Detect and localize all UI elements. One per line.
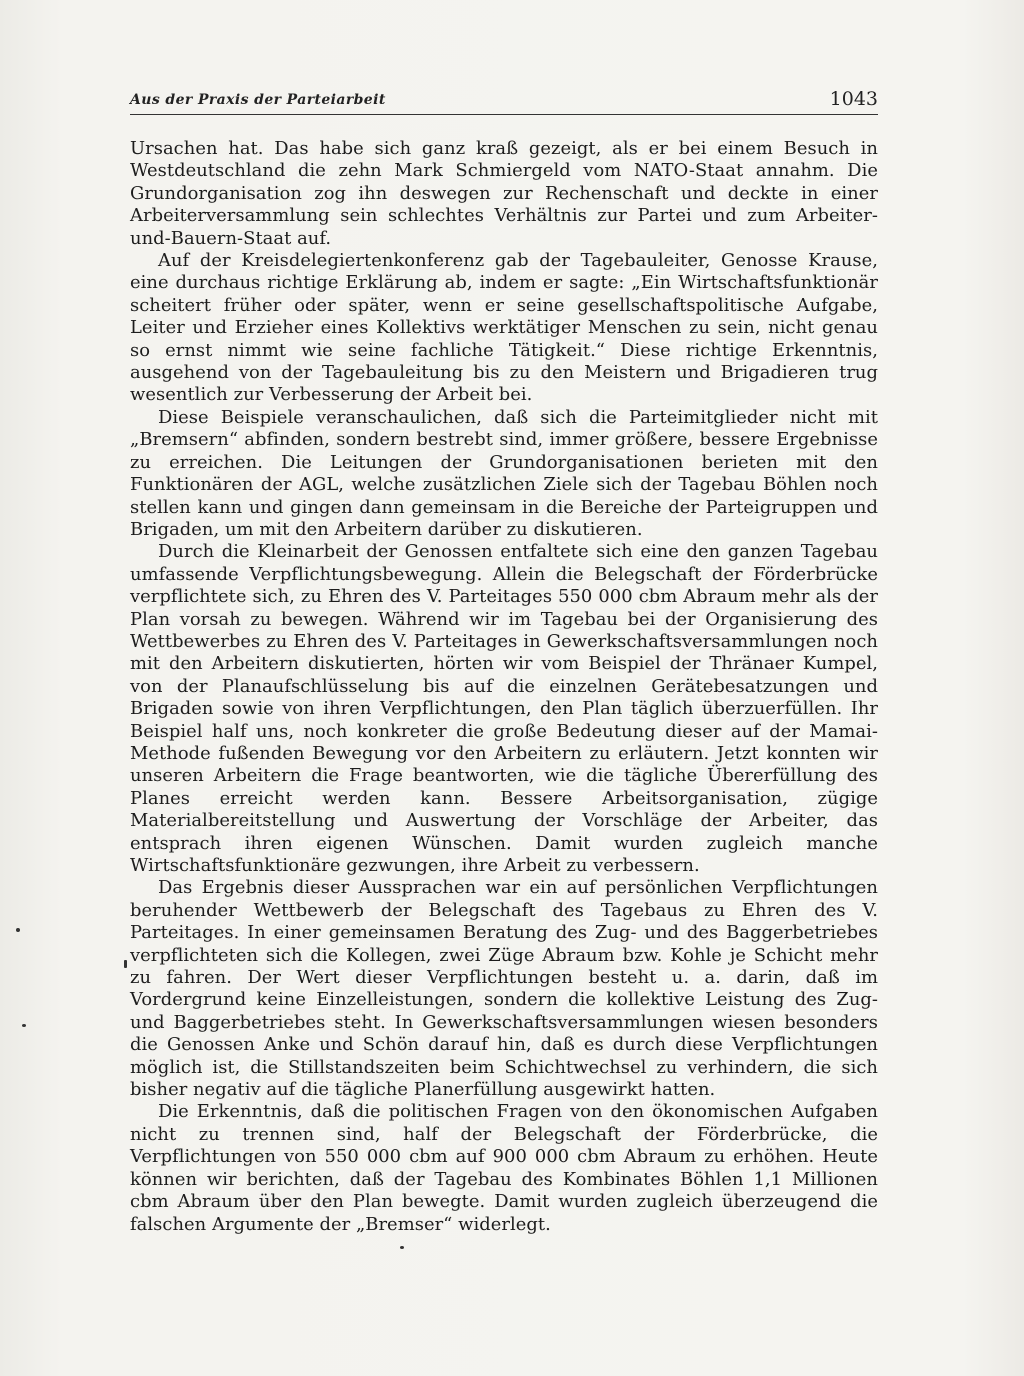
paragraph-2: Auf der Kreisdelegiertenkonferenz gab der Tagebauleiter, Genosse Krause, eine durchaus richtige Erklärung ab, indem er sagte: „Ein Wirtschaftsfunktionär scheitert früher oder später, wenn er seine gesellschaftspolitische Aufgabe, Leiter und Erzieher eines Kollektivs werktätiger Menschen zu sein, nicht genau so ernst nimmt wie seine fachliche Tätigkeit.“ Diese richtige Erkenntnis, ausgehend von der Tagebauleitung bis zu den Meistern und Brigadieren trug wesentlich zur Verbesserung der Arbeit bei.: [130, 250, 878, 406]
paragraph-1: Ursachen hat. Das habe sich ganz kraß gezeigt, als er bei einem Besuch in Westdeutschland die zehn Mark Schmiergeld vom NATO-Staat annahm. Die Grundorganisation zog ihn deswegen zur Rechenschaft und deckte in einer Arbeiterversammlung sein schlechtes Verhältnis zur Partei und zum Arbeiter-und-Bauern-Staat auf.: [130, 138, 878, 249]
paragraph-3: Diese Beispiele veranschaulichen, daß sich die Parteimitglieder nicht mit „Bremsern“ abfinden, sondern bestrebt sind, immer größere, bessere Ergebnisse zu erreichen. Die Leitungen der Grundorganisationen berieten mit den Funktionären der AGL, welche zusätzlichen Ziele sich der Tagebau Böhlen noch stellen kann und gingen dann gemeinsam in die Bereiche der Parteigruppen und Brigaden, um mit den Arbeitern darüber zu diskutieren.: [130, 406, 878, 540]
paragraph-6: Die Erkenntnis, daß die politischen Fragen von den ökonomischen Aufgaben nicht zu trennen sind, half der Belegschaft der Förderbrücke, die Verpflichtungen von 550 000 cbm auf 900 000 cbm Abraum zu erhöhen. Heute können wir berichten, daß der Tagebau des Kombinates Böhlen 1,1 Millionen cbm Abraum über den Plan bewegte. Damit wurden zugleich überzeugend die falschen Argumente der „Bremser“ widerlegt.: [130, 1101, 878, 1235]
header-rule: [130, 114, 878, 115]
scan-speck: [22, 1024, 26, 1027]
running-title: Aus der Praxis der Parteiarbeit: [130, 92, 386, 108]
page-number: 1043: [829, 88, 878, 110]
scan-speck: [16, 928, 20, 932]
paragraph-5: Das Ergebnis dieser Aussprachen war ein auf persönlichen Verpflichtungen beruhender Wettbewerb der Belegschaft des Tagebaus zu Ehren des V. Parteitages. In einer gemeinsamen Beratung des Zug- und des Baggerbetriebes verpflichteten sich die Kollegen, zwei Züge Abraum bzw. Kohle je Schicht mehr zu fahren. Der Wert dieser Verpflichtungen besteht u. a. darin, daß im Vordergrund keine Einzelleistungen, sondern die kollektive Leistung des Zug- und Baggerbetriebes steht. In Gewerkschaftsversammlungen wiesen besonders die Genossen Anke und Schön darauf hin, daß es durch diese Verpflichtungen möglich ist, die Stillstandszeiten beim Schichtwechsel zu verhindern, die sich bisher negativ auf die tägliche Planerfüllung ausgewirkt hatten.: [130, 877, 878, 1101]
paragraph-4: Durch die Kleinarbeit der Genossen entfaltete sich eine den ganzen Tagebau umfassende Verpflichtungsbewegung. Allein die Belegschaft der Förderbrücke verpflichtete sich, zu Ehren des V. Parteitages 550 000 cbm Abraum mehr als der Plan vorsah zu bewegen. Während wir im Tagebau bei der Organisierung des Wettbewerbes zu Ehren des V. Parteitages in Gewerkschaftsversammlungen noch mit den Arbeitern diskutierten, hörten wir vom Beispiel der Thränaer Kumpel, von der Planaufschlüsselung bis auf die einzelnen Gerätebesatzungen und Brigaden sowie von ihren Verpflichtungen, den Plan täglich überzuerfüllen. Ihr Beispiel half uns, noch konkreter die große Bedeutung dieser auf der Mamai-Methode fußenden Bewegung vor den Arbeitern zu erläutern. Jetzt konnten wir unseren Arbeitern die Frage beantworten, wie die tägliche Übererfüllung des Planes erreicht werden kann. Bessere Arbeitsorganisation, zügige Materialbereitstellung und Auswertung der Vorschläge der Arbeiter, das entsprach ihren eigenen Wünschen. Damit wurden zugleich manche Wirtschaftsfunktionäre gezwungen, ihre Arbeit zu verbessern.: [130, 541, 878, 876]
running-header: [130, 88, 882, 112]
scan-speck: [124, 960, 127, 968]
scan-speck: [400, 1246, 404, 1249]
article-body: [130, 138, 878, 1236]
